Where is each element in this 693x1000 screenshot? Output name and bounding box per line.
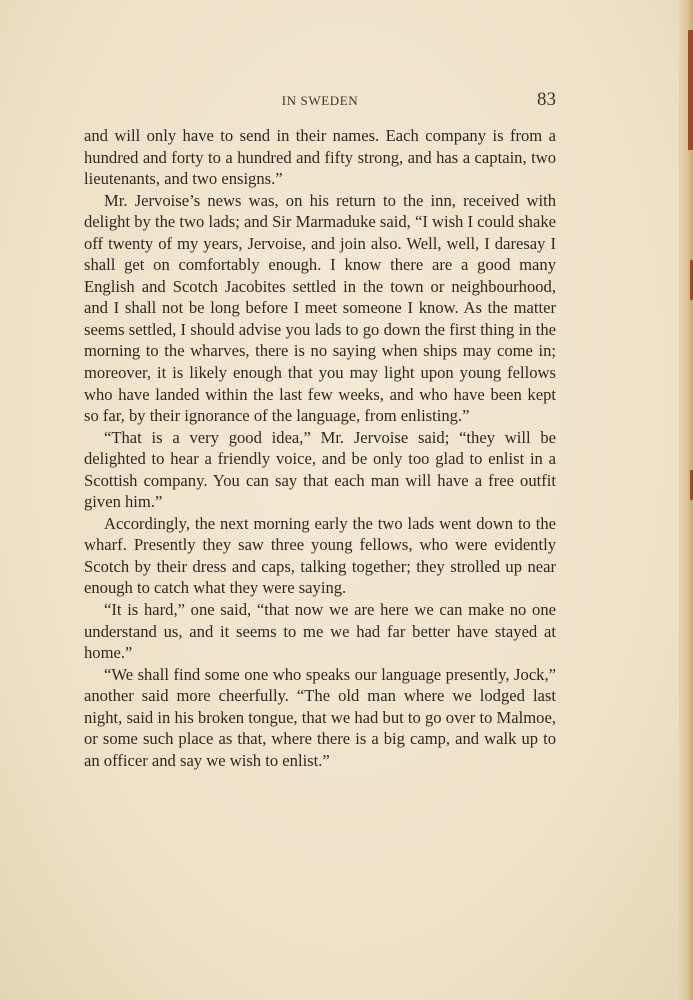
paragraph: Accordingly, the next morning early the two lads went down to the wharf. Presently they saw three young fellows, who were evidently Scotch by their dress and caps, talking together; they strolled up near enough to catch what they were saying. — [84, 513, 556, 598]
paragraph: Mr. Jervoise’s news was, on his return to the inn, received with delight by the two lads; and Sir Marmaduke said, “I wish I could shake off twenty of my years, Jervoise, and join also. Well, well, I daresay I shall get on comfortably enough. I know there are a good many English and Scotch Jacobites settled in the town or neighbourhood, and I shall not be long before I meet someone I know. As the matter seems settled, I should advise you lads to go down the first thing in the morning to the wharves, there is no saying when ships may come in; moreover, it is likely enough that you may light upon young fellows who have landed within the last few weeks, and who have been kept so far, by their ignorance of the language, from enlisting.” — [84, 190, 556, 426]
body-text — [84, 125, 556, 771]
binding-stain — [688, 30, 693, 150]
page-number: 83 — [537, 89, 556, 110]
paragraph: “That is a very good idea,” Mr. Jervoise said; “they will be delighted to hear a friendly voice, and be only too glad to enlist in a Scottish company. You can say that each man will have a free outfit given him.” — [84, 427, 556, 512]
paragraph: “It is hard,” one said, “that now we are here we can make no one understand us, and it seems to me we had far better have stayed at home.” — [84, 600, 556, 663]
paragraph: “We shall find some one who speaks our language presently, Jock,” another said more cheerfully. “The old man where we lodged last night, said in his broken tongue, that we had but to go over to Malmoe, or some such place as that, where there is a big camp, and walk up to an officer and say we wish to enlist.” — [84, 664, 556, 770]
page-header — [84, 89, 556, 111]
running-head: IN SWEDEN — [281, 93, 359, 108]
page-binding-edge — [679, 0, 693, 1000]
paragraph: and will only have to send in their names. Each company is from a hundred and forty to a hundred and fifty strong, and has a captain, two lieutenants, and two ensigns.” — [84, 126, 556, 189]
